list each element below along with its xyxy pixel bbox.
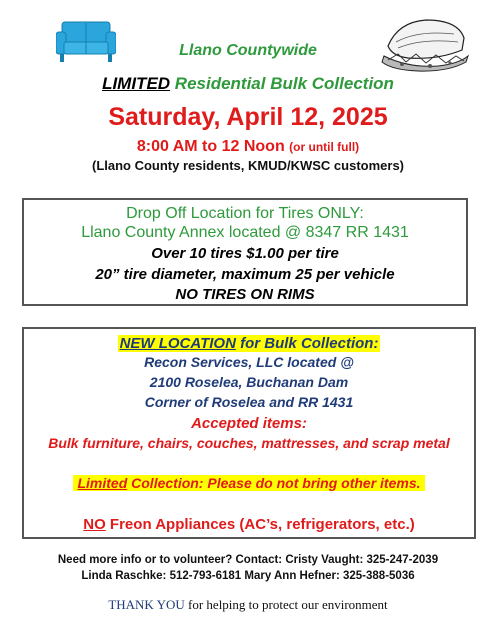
tire-box-location: Llano County Annex located @ 8347 RR 1431 [81, 224, 409, 241]
freon-appliances-note [24, 516, 474, 533]
tire-dropoff-box [22, 198, 468, 306]
limited-note-emphasis: Limited [77, 475, 128, 491]
bulk-box-heading [24, 335, 474, 352]
contact-line: Linda Raschke: 512-793-6181 Mary Ann Hefner: 325-388-5036 [81, 570, 415, 582]
tire-box-limit: 20” tire diameter, maximum 25 per vehicle [95, 266, 395, 283]
event-time-note: (or until full) [289, 140, 360, 154]
bulk-heading-rest: for Bulk Collection: [235, 335, 379, 352]
tire-box-rims-warning: NO TIRES ON RIMS [175, 286, 315, 303]
accepted-items-title: Accepted items: [191, 415, 307, 432]
bulk-heading-emphasis: NEW LOCATION [119, 335, 236, 352]
bulk-location-line: 2100 Roselea, Buchanan Dam [149, 374, 349, 390]
thank-you-rest: for helping to protect our environment [184, 597, 388, 612]
bulk-location-line: Recon Services, LLC located @ [144, 354, 354, 370]
bulk-location-line: Corner of Roselea and RR 1431 [144, 394, 354, 410]
contact-line: Need more info or to volunteer? Contact: Cristy Vaught: 325-247-2039 [57, 554, 439, 566]
event-time-value: 8:00 AM to 12 Noon [136, 138, 285, 155]
tire-box-title: Drop Off Location for Tires ONLY: [126, 205, 364, 222]
tire-box-price: Over 10 tires $1.00 per tire [151, 245, 339, 262]
header-limited-emphasis: LIMITED [102, 74, 171, 93]
eligibility-note: (Llano County residents, KMUD/KWSC customers) [91, 158, 405, 173]
limited-collection-note [24, 475, 474, 491]
bulk-collection-box [22, 327, 476, 539]
header-title-rest: Residential Bulk Collection [170, 74, 394, 93]
event-date: Saturday, April 12, 2025 [108, 103, 388, 131]
freon-note-rest: Freon Appliances (AC’s, refrigerators, etc.) [105, 516, 415, 533]
limited-note-rest: Collection: Please do not bring other items. [127, 475, 421, 491]
thank-you-note [0, 597, 496, 613]
header-title-line1: Llano Countywide [179, 42, 317, 59]
header-title-line2 [0, 74, 496, 94]
event-time [0, 138, 496, 156]
freon-note-emphasis: NO [83, 516, 106, 533]
thank-you-lead: THANK YOU [108, 597, 185, 612]
accepted-items-list: Bulk furniture, chairs, couches, mattresses, and scrap metal [48, 435, 450, 451]
